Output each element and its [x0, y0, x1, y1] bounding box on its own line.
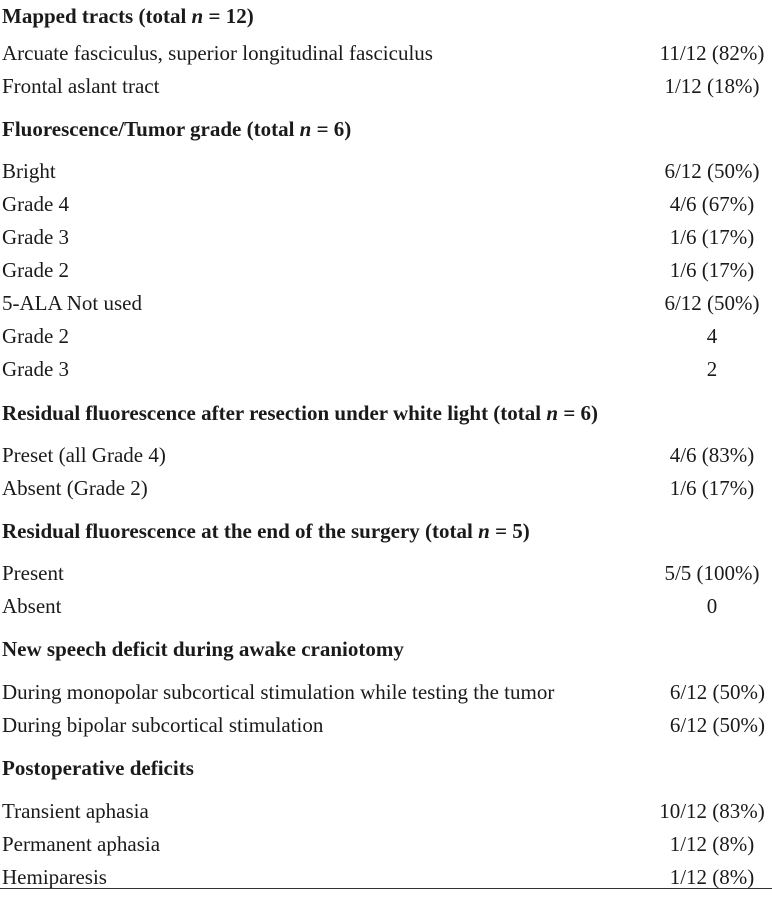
row-value: 6/12 (50%)	[664, 159, 760, 183]
row-label: Transient aphasia	[2, 799, 149, 823]
row-label: During bipolar subcortical stimulation	[2, 713, 324, 737]
row-label: Grade 2	[2, 258, 70, 282]
row-value: 11/12 (82%)	[659, 41, 765, 65]
row-label: During monopolar subcortical stimulation while testing the tumor	[2, 680, 555, 704]
table-row	[0, 795, 772, 827]
table-row	[0, 188, 772, 220]
row-label: Grade 4	[2, 192, 70, 216]
row-label: Preset (all Grade 4)	[2, 443, 166, 467]
table-bottom-rule	[0, 888, 772, 889]
row-value: 6/12 (50%)	[669, 713, 765, 737]
table-row	[0, 439, 772, 471]
table-row	[0, 254, 772, 286]
row-label: Permanent aphasia	[2, 832, 161, 856]
row-label: Present	[2, 561, 64, 585]
table-row	[0, 70, 772, 102]
row-value: 10/12 (83%)	[659, 799, 765, 823]
section-header-residual-end-surgery: Residual fluorescence at the end of the surgery (total n = 5)	[2, 519, 530, 543]
row-value: 4/6 (67%)	[669, 192, 755, 216]
row-label: Grade 3	[2, 357, 70, 381]
row-label: Bright	[2, 159, 56, 183]
row-value: 1/6 (17%)	[669, 476, 755, 500]
section-header-fluorescence-grade: Fluorescence/Tumor grade (total n = 6)	[2, 117, 352, 141]
table-row	[0, 472, 772, 504]
row-value: 5/5 (100%)	[664, 561, 760, 585]
row-value: 2	[706, 357, 718, 381]
section-header-speech-deficit: New speech deficit during awake craniotomy	[2, 637, 404, 661]
row-value: 1/6 (17%)	[669, 225, 755, 249]
table-row	[0, 320, 772, 352]
row-label: Hemiparesis	[2, 865, 107, 889]
table-row	[0, 557, 772, 589]
row-label: Arcuate fasciculus, superior longitudinal fasciculus	[2, 41, 433, 65]
row-label: Absent (Grade 2)	[2, 476, 148, 500]
row-value: 4	[706, 324, 718, 348]
row-value: 0	[706, 594, 718, 618]
table-row	[0, 676, 772, 708]
row-value: 1/12 (8%)	[669, 865, 755, 889]
row-value: 1/12 (8%)	[669, 832, 755, 856]
table-row	[0, 221, 772, 253]
table-row	[0, 37, 772, 69]
table-row	[0, 155, 772, 187]
section-header-postoperative-deficits: Postoperative deficits	[2, 756, 194, 780]
row-label: Absent	[2, 594, 62, 618]
row-value: 6/12 (50%)	[664, 291, 760, 315]
row-value: 6/12 (50%)	[669, 680, 765, 704]
table-row	[0, 353, 772, 385]
row-label: Grade 3	[2, 225, 70, 249]
row-value: 1/12 (18%)	[664, 74, 760, 98]
section-header-residual-white-light: Residual fluorescence after resection under white light (total n = 6)	[2, 401, 599, 425]
table-row	[0, 709, 772, 741]
table-row	[0, 828, 772, 860]
table-row	[0, 590, 772, 622]
section-header-mapped-tracts: Mapped tracts (total n = 12)	[2, 4, 254, 28]
table-row	[0, 287, 772, 319]
row-value: 1/6 (17%)	[669, 258, 755, 282]
row-label: Frontal aslant tract	[2, 74, 160, 98]
row-value: 4/6 (83%)	[669, 443, 755, 467]
row-label: Grade 2	[2, 324, 70, 348]
row-label: 5-ALA Not used	[2, 291, 142, 315]
